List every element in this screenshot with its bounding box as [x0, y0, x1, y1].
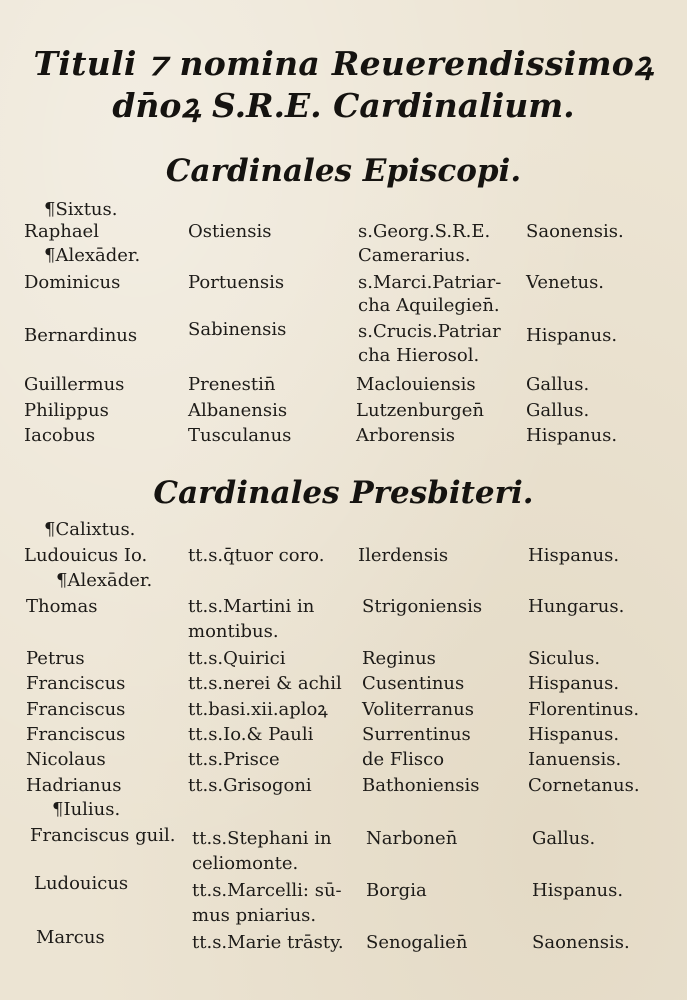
cardinal-title: tt.s.Grisogoni: [188, 775, 312, 796]
cardinal-origin: Hispanus.: [526, 425, 618, 446]
page-title-line-2: dn̄oꝝ S.R.E. Cardinalium.: [112, 86, 575, 125]
cardinal-name: Iacobus: [24, 425, 96, 446]
cardinal-title: tt.basi.xii.aploꝝ: [188, 699, 328, 720]
cardinal-title: Portuensis: [188, 272, 285, 293]
cardinal-origin: Cornetanus.: [528, 775, 640, 796]
cardinal-title: tt.s.Quirici: [188, 648, 286, 669]
pope-entry: ¶Calixtus.: [44, 519, 136, 540]
cardinal-see: s.Crucis.Patriar: [358, 321, 501, 342]
cardinal-see: cha Hierosol.: [358, 345, 480, 366]
cardinal-title: Ostiensis: [188, 221, 272, 242]
cardinal-title: tt.s.Io.& Pauli: [188, 724, 314, 745]
cardinal-see: Strigoniensis: [362, 596, 483, 617]
cardinal-origin: Hispanus.: [526, 325, 618, 346]
cardinal-see: de Flisco: [362, 749, 445, 770]
cardinal-see: Ilerdensis: [358, 545, 449, 566]
cardinal-origin: Siculus.: [528, 648, 601, 669]
cardinal-see: Maclouiensis: [356, 374, 476, 395]
cardinal-see: Surrentinus: [362, 724, 471, 745]
cardinal-name: Franciscus: [26, 673, 126, 694]
cardinal-title: tt.s.nerei & achil: [188, 673, 342, 694]
cardinal-title: tt.s.Marie trāsty.: [192, 932, 344, 953]
cardinal-title: tt.s.Prisce: [188, 749, 280, 770]
page-title-line-1: Tituli ⁊ nomina Reuerendissimoꝝ: [33, 44, 654, 83]
cardinal-name: Marcus: [36, 927, 105, 948]
cardinal-see: Camerarius.: [358, 245, 471, 266]
cardinal-see: Narbonen̄: [366, 828, 458, 849]
cardinal-title: tt.s.Martini in: [188, 596, 315, 617]
pope-entry: ¶Alexāder.: [44, 245, 141, 266]
cardinal-name: Franciscus: [26, 699, 126, 720]
cardinal-origin: Gallus.: [532, 828, 596, 849]
cardinal-name: Guillermus: [24, 374, 125, 395]
cardinal-see: Borgia: [366, 880, 427, 901]
cardinal-origin: Venetus.: [526, 272, 605, 293]
cardinal-title: tt.s.Stephani in: [192, 828, 332, 849]
cardinal-origin: Hungarus.: [528, 596, 625, 617]
cardinal-title: celiomonte.: [192, 853, 299, 874]
cardinal-name: Ludouicus Io.: [24, 545, 148, 566]
cardinal-title: Sabinensis: [188, 319, 287, 340]
cardinal-name: Franciscus guil.: [30, 825, 176, 846]
cardinal-title: tt.s.q̄tuor coro.: [188, 545, 325, 566]
cardinal-origin: Hispanus.: [528, 545, 620, 566]
pope-entry: ¶Alexāder.: [56, 570, 153, 591]
cardinal-name: Philippus: [24, 400, 109, 421]
cardinal-title: montibus.: [188, 621, 279, 642]
cardinal-title: Prenestin̄: [188, 374, 276, 395]
cardinal-origin: Hispanus.: [528, 673, 620, 694]
cardinal-origin: Gallus.: [526, 400, 590, 421]
cardinal-title: Albanensis: [188, 400, 288, 421]
cardinal-see: Bathoniensis: [362, 775, 480, 796]
cardinal-see: s.Georg.S.R.E.: [358, 221, 491, 242]
cardinal-see: Senogalien̄: [366, 932, 468, 953]
cardinal-see: Lutzenburgen̄: [356, 400, 484, 421]
pope-entry: ¶Sixtus.: [44, 199, 118, 220]
cardinal-see: cha Aquilegien̄.: [358, 295, 500, 316]
cardinal-name: Nicolaus: [26, 749, 106, 770]
cardinal-see: Arborensis: [356, 425, 456, 446]
cardinal-origin: Saonensis.: [532, 932, 630, 953]
cardinal-title: Tusculanus: [188, 425, 292, 446]
cardinal-origin: Gallus.: [526, 374, 590, 395]
cardinal-see: Reginus: [362, 648, 436, 669]
cardinal-title: mus pniarius.: [192, 905, 317, 926]
cardinal-origin: Ianuensis.: [528, 749, 622, 770]
cardinal-origin: Saonensis.: [526, 221, 624, 242]
cardinal-name: Hadrianus: [26, 775, 122, 796]
cardinal-origin: Florentinus.: [528, 699, 640, 720]
section-heading-episcopi: Cardinales Episcopi.: [165, 153, 522, 189]
cardinal-see: s.Marci.Patriar-: [358, 272, 502, 293]
cardinal-origin: Hispanus.: [532, 880, 624, 901]
cardinal-title: tt.s.Marcelli: sū-: [192, 880, 342, 901]
cardinal-name: Franciscus: [26, 724, 126, 745]
section-heading-presbiteri: Cardinales Presbiteri.: [153, 475, 534, 511]
cardinal-name: Dominicus: [24, 272, 121, 293]
cardinal-name: Bernardinus: [24, 325, 138, 346]
pope-entry: ¶Iulius.: [52, 799, 121, 820]
cardinal-name: Raphael: [24, 221, 99, 242]
cardinal-name: Thomas: [26, 596, 98, 617]
cardinal-name: Ludouicus: [34, 873, 129, 894]
cardinal-origin: Hispanus.: [528, 724, 620, 745]
cardinal-see: Voliterranus: [362, 699, 474, 720]
cardinal-see: Cusentinus: [362, 673, 465, 694]
cardinal-name: Petrus: [26, 648, 85, 669]
